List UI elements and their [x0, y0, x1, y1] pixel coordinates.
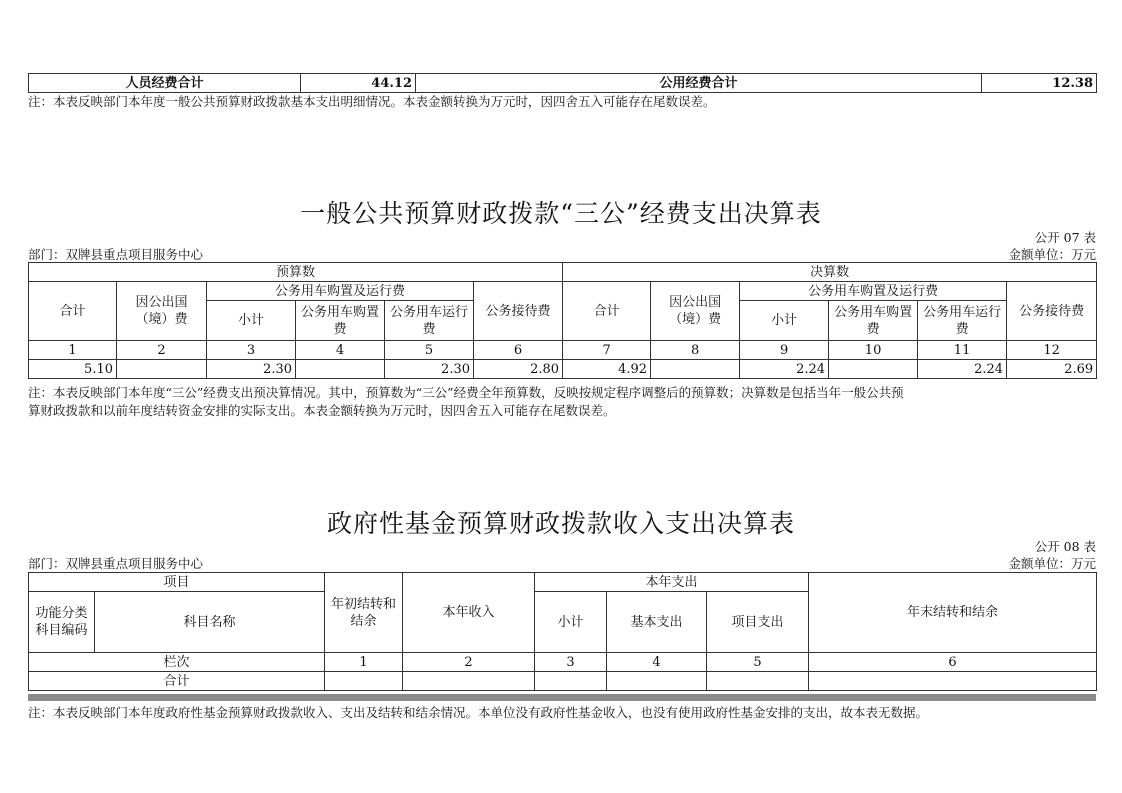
col-number: 11 [918, 341, 1007, 360]
col-number: 2 [117, 341, 207, 360]
budget-car-purchase-header: 公务用车购置费 [296, 301, 385, 341]
budget-total-header: 合计 [29, 282, 117, 341]
fund-table [28, 572, 1097, 691]
col-number: 4 [607, 653, 707, 672]
value-cell: 2.30 [385, 360, 474, 379]
col-number: 1 [325, 653, 403, 672]
sangong-form-no: 公开 07 表 [1034, 230, 1096, 245]
final-car-group-header: 公务用车购置及运行费 [740, 282, 1007, 301]
value-cell: 2.69 [1007, 360, 1097, 379]
sangong-table [28, 262, 1097, 379]
empty-cell [325, 672, 403, 691]
col-number: 2 [403, 653, 535, 672]
budget-car-run-header: 公务用车运行费 [385, 301, 474, 341]
code-header: 功能分类科目编码 [29, 592, 95, 653]
sangong-note-line2: 算财政拨款和以前年度结转资金安排的实际支出。本表金额转换为万元时，因四舍五入可能存在尾数误差。 [28, 403, 616, 418]
value-cell [829, 360, 918, 379]
summary-note: 注：本表反映部门本年度一般公共预算财政拨款基本支出明细情况。本表金额转换为万元时，因四舍五入可能存在尾数误差。 [28, 94, 716, 109]
column-number-row [29, 341, 1097, 360]
value-cell: 2.80 [474, 360, 563, 379]
table-bottom-bar [28, 694, 1096, 701]
fund-title: 政府性基金预算财政拨款收入支出决算表 [326, 509, 795, 538]
sangong-title: 一般公共预算财政拨款“三公”经费支出决算表 [300, 199, 822, 228]
row-index-label: 栏次 [29, 653, 325, 672]
col-number: 12 [1007, 341, 1097, 360]
value-cell: 2.24 [740, 360, 829, 379]
fund-total-row [29, 672, 1097, 691]
value-cell [117, 360, 207, 379]
sangong-unit: 金额单位：万元 [1008, 247, 1096, 262]
basic-expense-header: 基本支出 [607, 592, 707, 653]
values-row [29, 360, 1097, 379]
project-expense-header: 项目支出 [707, 592, 809, 653]
empty-cell [707, 672, 809, 691]
final-car-run-header: 公务用车运行费 [918, 301, 1007, 341]
value-cell: 4.92 [563, 360, 651, 379]
budget-subtotal-header: 小计 [207, 301, 296, 341]
budget-header: 预算数 [29, 263, 563, 282]
carry-begin-header: 年初结转和结余 [325, 573, 403, 653]
col-number: 3 [207, 341, 296, 360]
summary-table [28, 73, 1097, 93]
budget-abroad-header: 因公出国（境）费 [117, 282, 207, 341]
col-number: 5 [707, 653, 809, 672]
personnel-total-value: 44.12 [301, 74, 416, 93]
fund-form-no: 公开 08 表 [1034, 539, 1096, 554]
final-subtotal-header: 小计 [740, 301, 829, 341]
final-header: 决算数 [563, 263, 1097, 282]
public-total-value: 12.38 [982, 74, 1097, 93]
col-number: 3 [535, 653, 607, 672]
final-total-header: 合计 [563, 282, 651, 341]
budget-car-group-header: 公务用车购置及运行费 [207, 282, 474, 301]
carry-end-header: 年末结转和结余 [809, 573, 1097, 653]
col-number: 5 [385, 341, 474, 360]
col-number: 6 [474, 341, 563, 360]
final-abroad-header: 因公出国（境）费 [651, 282, 740, 341]
fund-note: 注：本表反映部门本年度政府性基金预算财政拨款收入、支出及结转和结余情况。本单位没有政府性基金收入，也没有使用政府性基金安排的支出，故本表无数据。 [28, 705, 929, 720]
fund-dept: 部门：双牌县重点项目服务中心 [28, 556, 204, 571]
value-cell [651, 360, 740, 379]
total-label: 合计 [29, 672, 325, 691]
col-number: 10 [829, 341, 918, 360]
fund-column-number-row [29, 653, 1097, 672]
budget-reception-header: 公务接待费 [474, 282, 563, 341]
item-header: 项目 [29, 573, 325, 592]
value-cell [296, 360, 385, 379]
empty-cell [535, 672, 607, 691]
col-number: 4 [296, 341, 385, 360]
empty-cell [809, 672, 1097, 691]
value-cell: 2.24 [918, 360, 1007, 379]
expense-subtotal-header: 小计 [535, 592, 607, 653]
col-number: 8 [651, 341, 740, 360]
col-number: 9 [740, 341, 829, 360]
sangong-note-line1: 注：本表反映部门本年度“三公”经费支出预决算情况。其中，预算数为“三公”经费全年预算数，反映按规定程序调整后的预算数；决算数是包括当年一般公共预 [28, 385, 904, 400]
col-number: 6 [809, 653, 1097, 672]
public-total-label: 公用经费合计 [416, 74, 982, 93]
personnel-total-label: 人员经费合计 [29, 74, 301, 93]
col-number: 1 [29, 341, 117, 360]
final-reception-header: 公务接待费 [1007, 282, 1097, 341]
col-number: 7 [563, 341, 651, 360]
name-header: 科目名称 [95, 592, 325, 653]
final-car-purchase-header: 公务用车购置费 [829, 301, 918, 341]
sangong-dept: 部门：双牌县重点项目服务中心 [28, 247, 204, 262]
empty-cell [403, 672, 535, 691]
fund-unit: 金额单位：万元 [1008, 556, 1096, 571]
income-header: 本年收入 [403, 573, 535, 653]
value-cell: 5.10 [29, 360, 117, 379]
empty-cell [607, 672, 707, 691]
expense-group-header: 本年支出 [535, 573, 809, 592]
value-cell: 2.30 [207, 360, 296, 379]
